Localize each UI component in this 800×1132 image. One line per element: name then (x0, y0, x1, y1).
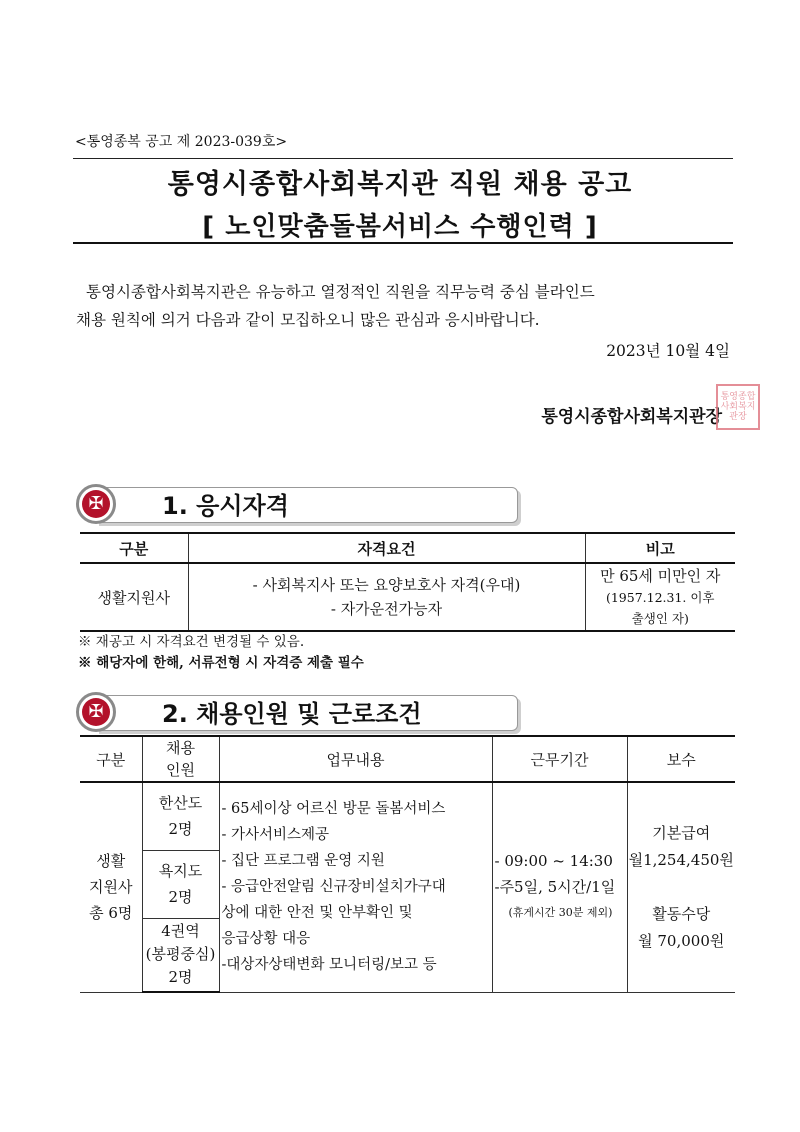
header-pay: 보수 (627, 736, 735, 782)
duty-item: - 가사서비스제공 (221, 827, 330, 844)
area-yokjido (142, 850, 219, 918)
area-name: 한산도 (158, 794, 203, 813)
break-time: (휴게시간 30분 제외) (508, 906, 613, 920)
duty-item: 상에 대한 안전 및 안부확인 및 (221, 905, 413, 922)
requirement-line: - 사회복지사 또는 요양보호사 자격(우대) (252, 576, 521, 594)
qualification-remarks (585, 563, 735, 631)
intro-line-2: 채용 원칙에 의거 다음과 같이 모집하오니 많은 관심과 응시바랍니다. (76, 311, 540, 329)
remark-birth: (1957.12.31. 이후 (605, 589, 715, 605)
duty-item: 응급상황 대응 (221, 931, 311, 948)
header-headcount-1: 채용 (166, 739, 195, 757)
allowance-value: 월 70,000원 (638, 931, 725, 950)
category-line: 생활 (96, 852, 126, 871)
pay-info (627, 782, 735, 992)
header-headcount (142, 736, 219, 782)
header-bottom-rule (73, 242, 733, 244)
notice-number: <통영종복 공고 제 2023-039호> (75, 134, 288, 150)
conditions-table-header (80, 736, 735, 782)
section-1-bar (96, 487, 518, 523)
header-period: 근무기간 (492, 736, 627, 782)
area-region-4 (142, 918, 219, 992)
organization-signature: 통영시종합사회복지관장 (541, 407, 722, 427)
header-duties: 업무내용 (219, 736, 492, 782)
header-category: 구분 (80, 533, 188, 563)
conditions-category (80, 782, 142, 992)
seal-text: 통영종합사회복지관장 (720, 392, 756, 422)
duty-item: - 65세이상 어르신 방문 돌봄서비스 (221, 801, 446, 818)
base-pay-label: 기본급여 (652, 823, 711, 842)
header-remarks: 비고 (585, 533, 735, 563)
remark-age: 만 65세 미만인 자 (600, 566, 721, 585)
duty-item: - 집단 프로그램 운영 지원 (221, 853, 385, 870)
announcement-date: 2023년 10월 4일 (606, 342, 730, 360)
section-2-title: 2. 채용인원 및 근로조건 (162, 700, 422, 728)
area-count: 2명 (168, 820, 193, 839)
qualification-category: 생활지원사 (80, 563, 188, 631)
page-subtitle: [ 노인맞춤돌봄서비스 수행인력 ] (202, 212, 598, 242)
area-hansando (142, 782, 219, 850)
remark-certificate: ※ 해당자에 한해, 서류전형 시 자격증 제출 필수 (78, 655, 364, 671)
header-headcount-2: 인원 (166, 761, 195, 779)
qualification-requirements (188, 563, 585, 631)
work-days: -주5일, 5시간/1일 (494, 878, 616, 897)
pay-spacer (628, 874, 736, 901)
area-name: 욕지도 (158, 862, 203, 880)
duties-list (219, 782, 492, 992)
base-pay-value: 월1,254,450원 (628, 850, 734, 869)
intro-paragraph (76, 278, 736, 334)
area-count: 2명 (168, 888, 193, 906)
duty-item: -대상자상태변화 모니터링/보고 등 (221, 957, 437, 974)
work-hours: - 09:00 ~ 14:30 (494, 852, 613, 871)
official-seal (716, 384, 760, 430)
table-row (80, 563, 735, 631)
page-title: 통영시종합사회복지관 직원 채용 공고 (167, 169, 633, 200)
header-category: 구분 (80, 736, 142, 782)
category-line: 총 6명 (89, 904, 133, 923)
work-period (492, 782, 627, 992)
category-line: 지원사 (89, 878, 133, 897)
area-name: 4권역 (161, 922, 200, 941)
allowance-label: 활동수당 (652, 904, 711, 923)
table-row (80, 782, 735, 850)
intro-line-1: 통영시종합사회복지관은 유능하고 열정적인 직원을 직무능력 중심 블라인드 (86, 283, 595, 301)
remark-birth-2: 출생인 자) (631, 610, 689, 626)
employment-conditions-table (80, 735, 735, 993)
area-count: 2명 (168, 968, 193, 987)
area-sub: (봉평중심) (145, 945, 216, 964)
remark-requirement-change: ※ 재공고 시 자격요건 변경될 수 있음. (78, 634, 305, 650)
section-1-emblem-icon (76, 484, 116, 524)
cross-emblem-icon: ✠ (82, 698, 110, 726)
section-2-emblem-icon (76, 692, 116, 732)
qualification-table (80, 532, 735, 632)
requirement-line: - 자가운전가능자 (330, 600, 443, 618)
cross-emblem-icon: ✠ (82, 490, 110, 518)
header-requirements: 자격요건 (188, 533, 585, 563)
section-1-title: 1. 응시자격 (162, 492, 289, 520)
qualification-table-header (80, 533, 735, 563)
header-top-rule (73, 158, 733, 159)
duty-item: - 응급안전알림 신규장비설치가구대 (221, 879, 446, 896)
